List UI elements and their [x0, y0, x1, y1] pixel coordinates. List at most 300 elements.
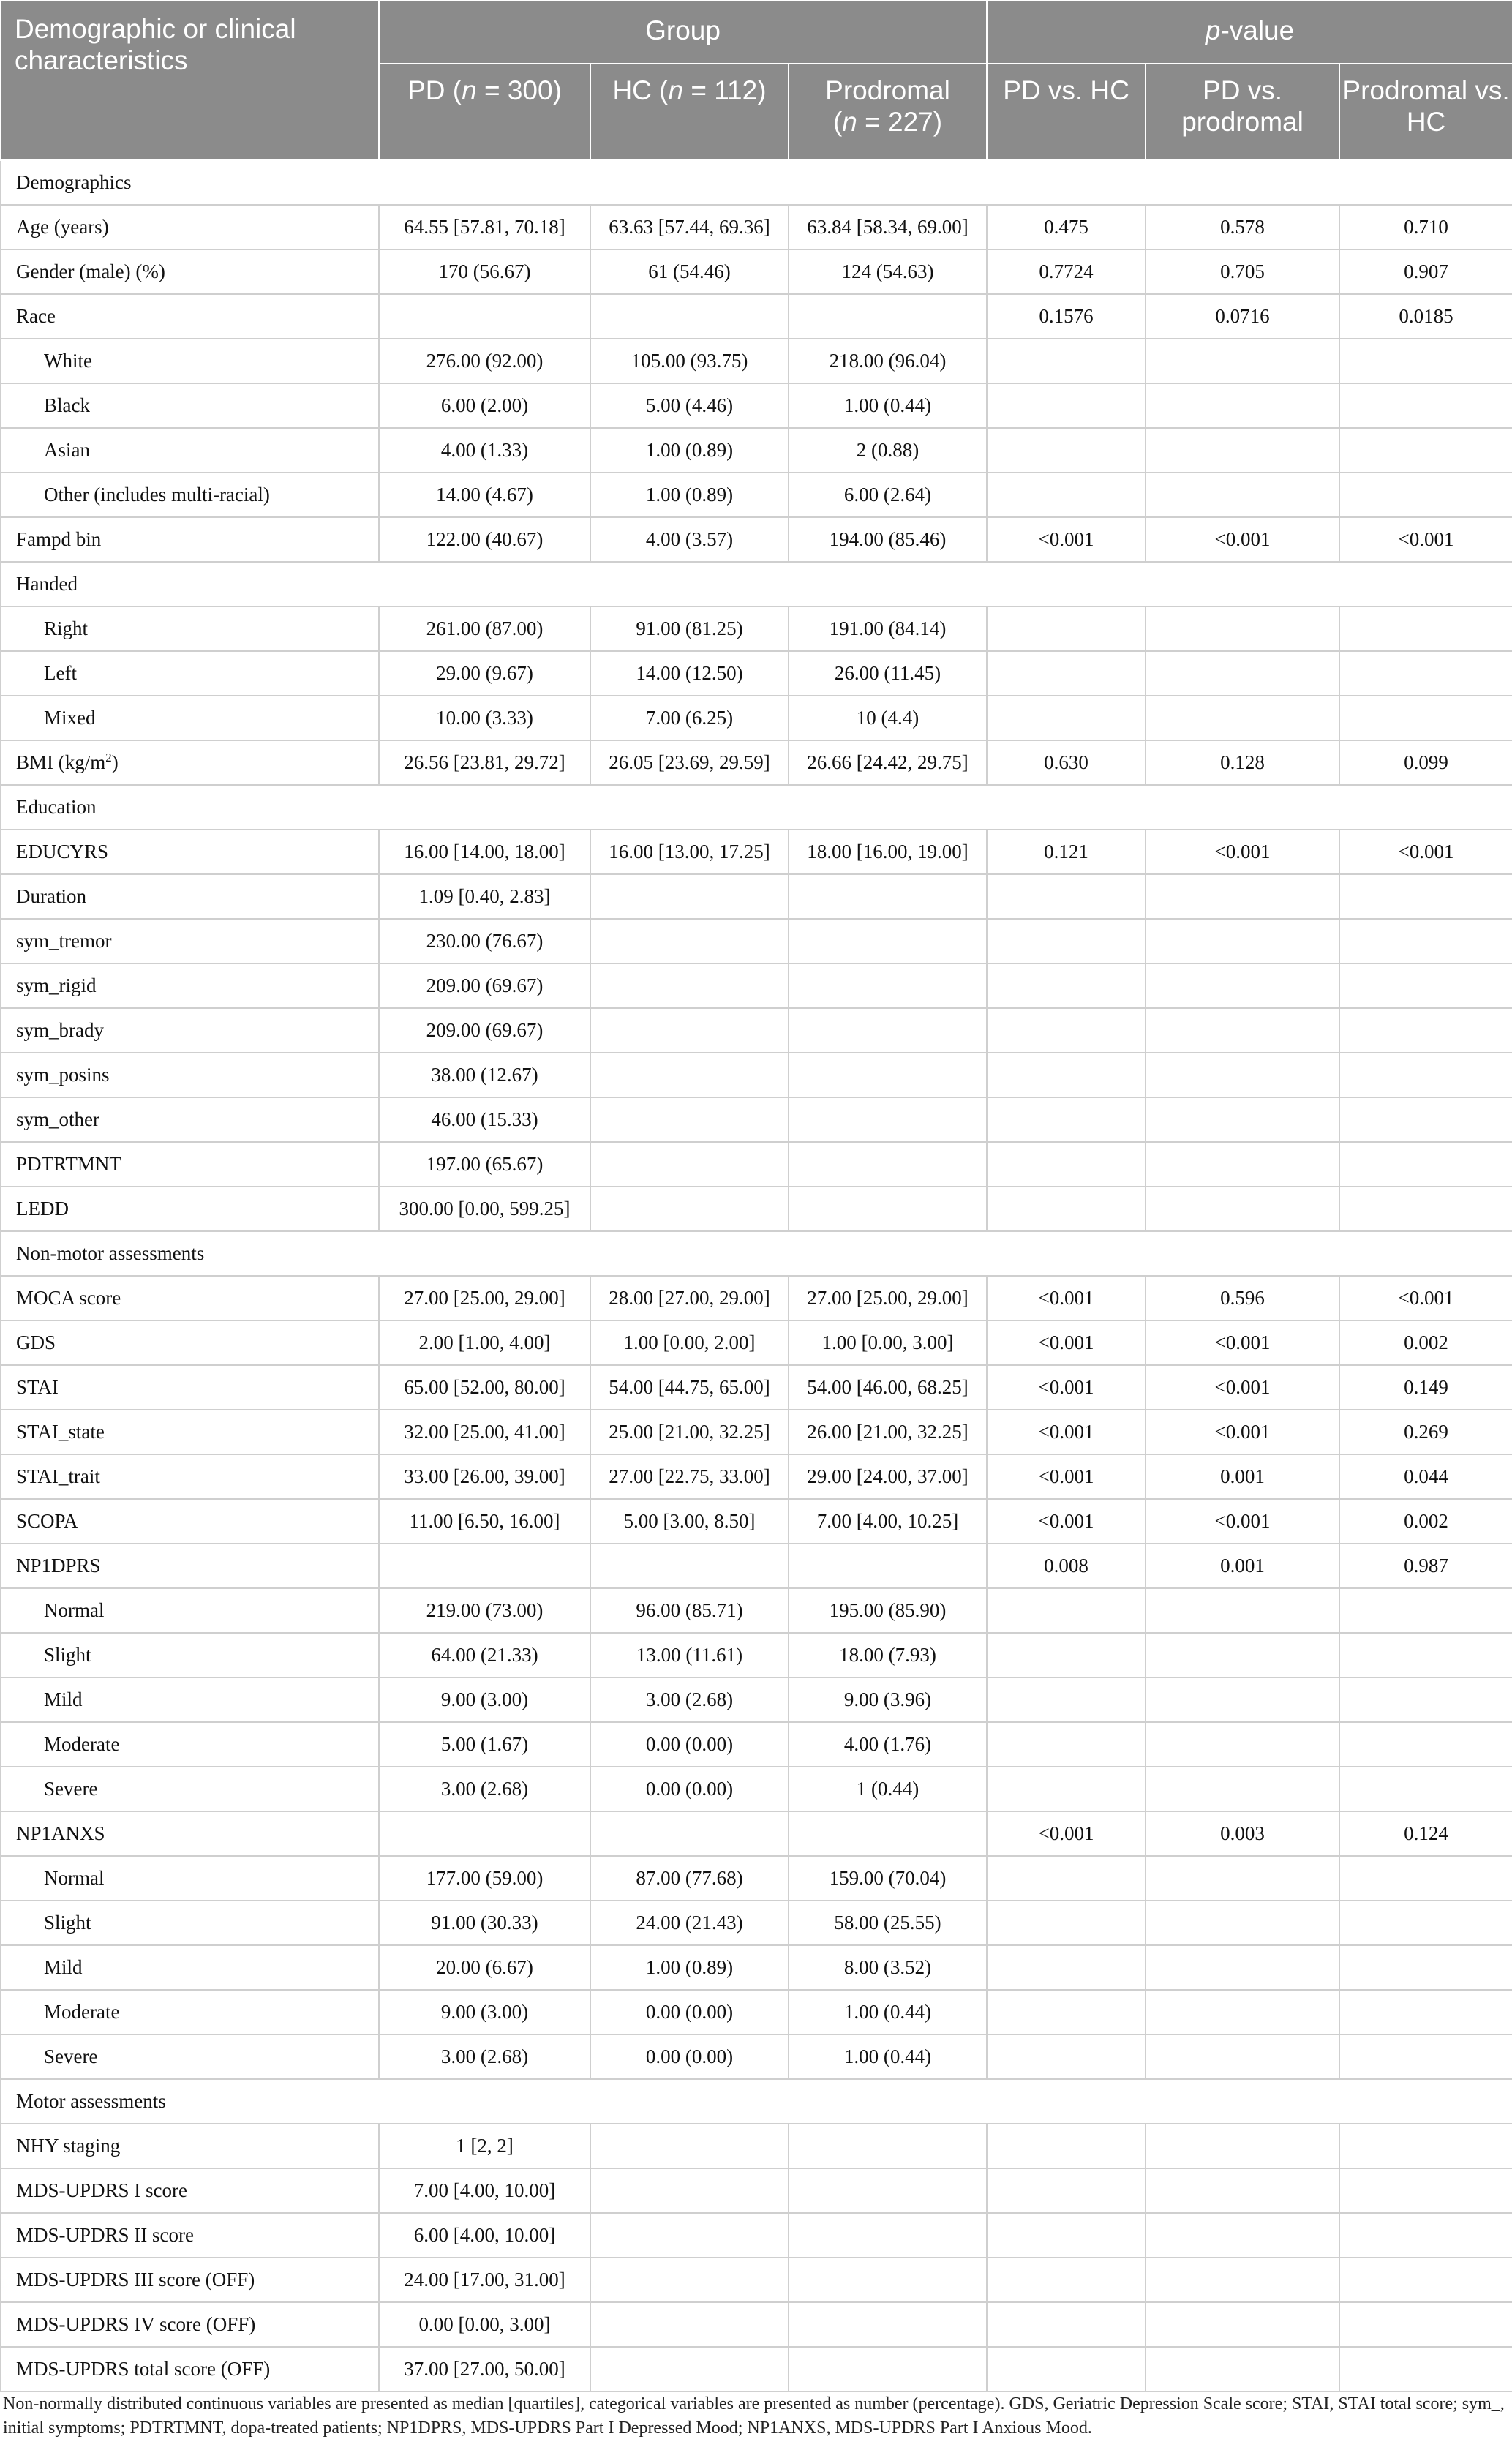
prodromal-value: 26.00 [21.00, 32.25] [789, 1410, 987, 1454]
prodromal-vs-hc-p [1339, 1990, 1512, 2034]
hc-value [590, 2302, 789, 2347]
pd-value: 20.00 (6.67) [379, 1945, 590, 1990]
pd-vs-hc-p [987, 473, 1146, 517]
prodromal-value [789, 2213, 987, 2258]
pd-vs-hc-p [987, 2168, 1146, 2213]
prodromal-vs-hc-p [1339, 919, 1512, 963]
pd-value: 122.00 (40.67) [379, 517, 590, 562]
prodromal-vs-hc-p [1339, 1097, 1512, 1142]
pd-vs-prodromal-p: 0.705 [1146, 249, 1339, 294]
pd-vs-prodromal-p: <0.001 [1146, 1499, 1339, 1544]
pd-value: 0.00 [0.00, 3.00] [379, 2302, 590, 2347]
table-row [1, 473, 1512, 517]
table-row [1, 1410, 1512, 1454]
table-row [1, 2302, 1512, 2347]
hc-value: 16.00 [13.00, 17.25] [590, 830, 789, 874]
pd-value: 4.00 (1.33) [379, 428, 590, 473]
pd-vs-prodromal-p [1146, 696, 1339, 740]
table-row [1, 919, 1512, 963]
row-label: Asian [1, 428, 379, 473]
hc-value: 3.00 (2.68) [590, 1677, 789, 1722]
pd-vs-hc-p: <0.001 [987, 1499, 1146, 1544]
row-label: sym_posins [1, 1053, 379, 1097]
pd-vs-hc-p [987, 1901, 1146, 1945]
table-row [1, 1544, 1512, 1588]
pd-vs-hc-p [987, 1633, 1146, 1677]
header-pvalue: p-value [987, 1, 1512, 64]
row-label: Severe [1, 1767, 379, 1811]
header-characteristics: Demographic or clinical characteristics [1, 1, 379, 160]
pd-vs-prodromal-p: <0.001 [1146, 1320, 1339, 1365]
pd-vs-prodromal-p [1146, 963, 1339, 1008]
pd-vs-prodromal-p: 0.001 [1146, 1454, 1339, 1499]
row-label: Mild [1, 1677, 379, 1722]
pd-vs-prodromal-p [1146, 1990, 1339, 2034]
table-row [1, 1499, 1512, 1544]
pd-vs-hc-p [987, 1677, 1146, 1722]
pd-vs-prodromal-p: 0.001 [1146, 1544, 1339, 1588]
table-row [1, 963, 1512, 1008]
row-label: Race [1, 294, 379, 339]
row-label: BMI $(kg/m^2)$ [1, 740, 379, 785]
prodromal-value: 6.00 (2.64) [789, 473, 987, 517]
pd-vs-prodromal-p: 0.578 [1146, 205, 1339, 249]
prodromal-value [789, 919, 987, 963]
row-label: GDS [1, 1320, 379, 1365]
pd-value: 177.00 (59.00) [379, 1856, 590, 1901]
pd-vs-hc-p [987, 1722, 1146, 1767]
header-pd-vs-prodromal: PD vs. prodromal [1146, 64, 1339, 160]
table-row [1, 1097, 1512, 1142]
prodromal-value [789, 2258, 987, 2302]
row-label: Age (years) [1, 205, 379, 249]
hc-value: 14.00 (12.50) [590, 651, 789, 696]
header-pd-vs-hc: PD vs. HC [987, 64, 1146, 160]
pd-value: 11.00 [6.50, 16.00] [379, 1499, 590, 1544]
section-label: Education [1, 785, 1512, 830]
pd-vs-hc-p [987, 2302, 1146, 2347]
pd-vs-prodromal-p [1146, 1187, 1339, 1231]
pd-vs-hc-p [987, 651, 1146, 696]
section-label: Non-motor assessments [1, 1231, 1512, 1276]
row-label: NHY staging [1, 2124, 379, 2168]
prodromal-vs-hc-p [1339, 428, 1512, 473]
table-row [1, 1142, 1512, 1187]
prodromal-vs-hc-p [1339, 1187, 1512, 1231]
hc-value [590, 2347, 789, 2391]
pd-vs-prodromal-p [1146, 2347, 1339, 2391]
row-label: Gender (male) (%) [1, 249, 379, 294]
prodromal-vs-hc-p [1339, 1945, 1512, 1990]
prodromal-value [789, 1008, 987, 1053]
table-row [1, 2034, 1512, 2079]
row-label: Severe [1, 2034, 379, 2079]
prodromal-value: 9.00 (3.96) [789, 1677, 987, 1722]
pd-vs-hc-p [987, 606, 1146, 651]
prodromal-vs-hc-p [1339, 874, 1512, 919]
prodromal-vs-hc-p [1339, 606, 1512, 651]
prodromal-value: 54.00 [46.00, 68.25] [789, 1365, 987, 1410]
hc-value: 1.00 (0.89) [590, 428, 789, 473]
hc-value [590, 874, 789, 919]
row-label: White [1, 339, 379, 383]
pd-value: 29.00 (9.67) [379, 651, 590, 696]
prodromal-value: 10 (4.4) [789, 696, 987, 740]
prodromal-vs-hc-p [1339, 2302, 1512, 2347]
pd-value: 10.00 (3.33) [379, 696, 590, 740]
pd-vs-prodromal-p [1146, 383, 1339, 428]
hc-value [590, 1187, 789, 1231]
hc-value: 13.00 (11.61) [590, 1633, 789, 1677]
prodromal-value: 2 (0.88) [789, 428, 987, 473]
pd-value [379, 1811, 590, 1856]
pd-value: 16.00 [14.00, 18.00] [379, 830, 590, 874]
row-label: sym_rigid [1, 963, 379, 1008]
table-row [1, 1365, 1512, 1410]
hc-value: 105.00 (93.75) [590, 339, 789, 383]
pd-vs-hc-p: 0.630 [987, 740, 1146, 785]
pd-vs-prodromal-p [1146, 2168, 1339, 2213]
prodromal-vs-hc-p: 0.710 [1339, 205, 1512, 249]
pd-value: 26.56 [23.81, 29.72] [379, 740, 590, 785]
hc-value: 0.00 (0.00) [590, 1722, 789, 1767]
pd-vs-hc-p [987, 1097, 1146, 1142]
pd-vs-hc-p [987, 874, 1146, 919]
prodromal-vs-hc-p [1339, 696, 1512, 740]
pd-value: 33.00 [26.00, 39.00] [379, 1454, 590, 1499]
pd-vs-hc-p: 0.7724 [987, 249, 1146, 294]
row-label: EDUCYRS [1, 830, 379, 874]
prodromal-vs-hc-p [1339, 963, 1512, 1008]
prodromal-value [789, 2168, 987, 2213]
header-group: Group [379, 1, 987, 64]
table-row [1, 1856, 1512, 1901]
table-footnote: Non-normally distributed continuous variables are presented as median [quartiles], categorical variables are presented as number (percentage). GDS, Geriatric Depression Scale score; STAI, STAI total score; sym_, initial symptoms; PDTRTMNT, dopa-treated patients; NP1DPRS, MDS-UPDRS Part I Depressed Mood; NP1ANXS, MDS-UPDRS Part I Anxious Mood. [3, 2394, 1505, 2438]
prodromal-vs-hc-p [1339, 651, 1512, 696]
prodromal-vs-hc-p [1339, 473, 1512, 517]
pd-vs-prodromal-p: <0.001 [1146, 517, 1339, 562]
hc-value [590, 1008, 789, 1053]
pd-value: 3.00 (2.68) [379, 2034, 590, 2079]
table-row [1, 517, 1512, 562]
pd-vs-prodromal-p [1146, 1722, 1339, 1767]
table-row [1, 1053, 1512, 1097]
pd-value: 300.00 [0.00, 599.25] [379, 1187, 590, 1231]
hc-value: 28.00 [27.00, 29.00] [590, 1276, 789, 1320]
row-label: sym_brady [1, 1008, 379, 1053]
table-row [1, 1588, 1512, 1633]
pd-value: 38.00 (12.67) [379, 1053, 590, 1097]
pd-vs-prodromal-p: <0.001 [1146, 830, 1339, 874]
hc-value [590, 2213, 789, 2258]
table-row [1, 651, 1512, 696]
table-row [1, 1990, 1512, 2034]
pd-vs-prodromal-p [1146, 919, 1339, 963]
pd-value: 24.00 [17.00, 31.00] [379, 2258, 590, 2302]
pd-vs-prodromal-p: 0.596 [1146, 1276, 1339, 1320]
row-label: STAI_state [1, 1410, 379, 1454]
table-row [1, 1320, 1512, 1365]
pd-vs-hc-p: <0.001 [987, 1811, 1146, 1856]
prodromal-vs-hc-p: 0.044 [1339, 1454, 1512, 1499]
row-label: Other (includes multi-racial) [1, 473, 379, 517]
prodromal-value: 218.00 (96.04) [789, 339, 987, 383]
row-label: Moderate [1, 1722, 379, 1767]
hc-value: 0.00 (0.00) [590, 1767, 789, 1811]
table-row [1, 606, 1512, 651]
prodromal-value: 27.00 [25.00, 29.00] [789, 1276, 987, 1320]
prodromal-value: 124 (54.63) [789, 249, 987, 294]
table-row [1, 1767, 1512, 1811]
prodromal-value: 1.00 (0.44) [789, 1990, 987, 2034]
pd-value: 2.00 [1.00, 4.00] [379, 1320, 590, 1365]
header-pd: PD (n = 300) [379, 64, 590, 160]
pd-value: 9.00 (3.00) [379, 1990, 590, 2034]
prodromal-vs-hc-p [1339, 1722, 1512, 1767]
hc-value: 87.00 (77.68) [590, 1856, 789, 1901]
row-label: Normal [1, 1588, 379, 1633]
table-row [1, 2258, 1512, 2302]
pd-value: 7.00 [4.00, 10.00] [379, 2168, 590, 2213]
pd-vs-hc-p [987, 428, 1146, 473]
pd-value: 197.00 (65.67) [379, 1142, 590, 1187]
pd-vs-prodromal-p [1146, 1633, 1339, 1677]
prodromal-value: 4.00 (1.76) [789, 1722, 987, 1767]
prodromal-value [789, 963, 987, 1008]
table-row [1, 2124, 1512, 2168]
pd-vs-prodromal-p [1146, 2213, 1339, 2258]
hc-value [590, 1544, 789, 1588]
hc-value: 4.00 (3.57) [590, 517, 789, 562]
row-label: Slight [1, 1901, 379, 1945]
pd-vs-prodromal-p: 0.128 [1146, 740, 1339, 785]
prodromal-value [789, 1544, 987, 1588]
pd-vs-prodromal-p [1146, 1677, 1339, 1722]
pd-vs-hc-p: 0.121 [987, 830, 1146, 874]
section-row [1, 2079, 1512, 2124]
row-label: STAI_trait [1, 1454, 379, 1499]
pd-value: 209.00 (69.67) [379, 963, 590, 1008]
table-row [1, 1276, 1512, 1320]
section-row [1, 562, 1512, 606]
hc-value [590, 2168, 789, 2213]
table-row [1, 1901, 1512, 1945]
pd-value: 46.00 (15.33) [379, 1097, 590, 1142]
hc-value: 1.00 (0.89) [590, 473, 789, 517]
table-row [1, 205, 1512, 249]
header-hc: HC (n = 112) [590, 64, 789, 160]
table-row [1, 874, 1512, 919]
pd-value: 6.00 (2.00) [379, 383, 590, 428]
pd-value: 5.00 (1.67) [379, 1722, 590, 1767]
pd-value: 14.00 (4.67) [379, 473, 590, 517]
table-body [1, 160, 1512, 2391]
hc-value: 26.05 [23.69, 29.59] [590, 740, 789, 785]
prodromal-value: 1 (0.44) [789, 1767, 987, 1811]
hc-value: 54.00 [44.75, 65.00] [590, 1365, 789, 1410]
prodromal-vs-hc-p: 0.099 [1339, 740, 1512, 785]
table-row [1, 2213, 1512, 2258]
pd-vs-prodromal-p [1146, 874, 1339, 919]
prodromal-value: 159.00 (70.04) [789, 1856, 987, 1901]
section-label: Demographics [1, 160, 1512, 205]
hc-value: 91.00 (81.25) [590, 606, 789, 651]
prodromal-vs-hc-p: 0.002 [1339, 1320, 1512, 1365]
prodromal-vs-hc-p: 0.149 [1339, 1365, 1512, 1410]
pd-vs-hc-p [987, 1767, 1146, 1811]
table-row [1, 1722, 1512, 1767]
prodromal-value: 29.00 [24.00, 37.00] [789, 1454, 987, 1499]
prodromal-value: 18.00 [16.00, 19.00] [789, 830, 987, 874]
table-row [1, 2347, 1512, 2391]
row-label: Mixed [1, 696, 379, 740]
prodromal-value [789, 2302, 987, 2347]
table-row [1, 1187, 1512, 1231]
row-label: Fampd bin [1, 517, 379, 562]
prodromal-value: 26.66 [24.42, 29.75] [789, 740, 987, 785]
table-row [1, 1454, 1512, 1499]
prodromal-value: 194.00 (85.46) [789, 517, 987, 562]
pd-vs-prodromal-p [1146, 2124, 1339, 2168]
pd-vs-hc-p: 0.1576 [987, 294, 1146, 339]
row-label: MDS-UPDRS I score [1, 2168, 379, 2213]
row-label: Left [1, 651, 379, 696]
pd-vs-hc-p: <0.001 [987, 1365, 1146, 1410]
prodromal-vs-hc-p [1339, 2124, 1512, 2168]
prodromal-vs-hc-p [1339, 1901, 1512, 1945]
prodromal-vs-hc-p [1339, 1142, 1512, 1187]
pd-vs-hc-p [987, 1142, 1146, 1187]
pd-vs-hc-p [987, 339, 1146, 383]
hc-value [590, 1142, 789, 1187]
section-label: Motor assessments [1, 2079, 1512, 2124]
table-row [1, 830, 1512, 874]
row-label: Normal [1, 1856, 379, 1901]
pd-value: 170 (56.67) [379, 249, 590, 294]
pd-vs-hc-p [987, 1008, 1146, 1053]
pd-vs-hc-p [987, 919, 1146, 963]
prodromal-value: 191.00 (84.14) [789, 606, 987, 651]
hc-value [590, 2124, 789, 2168]
hc-value [590, 1811, 789, 1856]
hc-value [590, 1053, 789, 1097]
pd-vs-hc-p: <0.001 [987, 1410, 1146, 1454]
table-row [1, 2168, 1512, 2213]
pd-vs-hc-p: <0.001 [987, 517, 1146, 562]
table-row [1, 1945, 1512, 1990]
prodromal-value: 18.00 (7.93) [789, 1633, 987, 1677]
pd-vs-hc-p: 0.475 [987, 205, 1146, 249]
row-label: PDTRTMNT [1, 1142, 379, 1187]
pd-vs-prodromal-p [1146, 473, 1339, 517]
hc-value [590, 2258, 789, 2302]
prodromal-vs-hc-p: 0.124 [1339, 1811, 1512, 1856]
pd-value: 91.00 (30.33) [379, 1901, 590, 1945]
pd-vs-prodromal-p [1146, 428, 1339, 473]
row-label: sym_other [1, 1097, 379, 1142]
table-row [1, 383, 1512, 428]
row-label: LEDD [1, 1187, 379, 1231]
pd-vs-hc-p [987, 1187, 1146, 1231]
prodromal-value: 63.84 [58.34, 69.00] [789, 205, 987, 249]
header-prodromal: Prodromal (n = 227) [789, 64, 987, 160]
prodromal-vs-hc-p: 0.002 [1339, 1499, 1512, 1544]
prodromal-vs-hc-p [1339, 1767, 1512, 1811]
pd-value: 230.00 (76.67) [379, 919, 590, 963]
table-row [1, 696, 1512, 740]
hc-value: 5.00 (4.46) [590, 383, 789, 428]
pd-value: 32.00 [25.00, 41.00] [379, 1410, 590, 1454]
section-row [1, 160, 1512, 205]
row-label: SCOPA [1, 1499, 379, 1544]
row-label: MDS-UPDRS IV score (OFF) [1, 2302, 379, 2347]
prodromal-vs-hc-p [1339, 1856, 1512, 1901]
pd-value: 9.00 (3.00) [379, 1677, 590, 1722]
pd-vs-hc-p: <0.001 [987, 1320, 1146, 1365]
hc-value: 7.00 (6.25) [590, 696, 789, 740]
prodromal-vs-hc-p [1339, 2034, 1512, 2079]
prodromal-value: 7.00 [4.00, 10.25] [789, 1499, 987, 1544]
pd-value: 1 [2, 2] [379, 2124, 590, 2168]
pd-vs-hc-p [987, 2347, 1146, 2391]
pd-vs-prodromal-p [1146, 2034, 1339, 2079]
pd-vs-prodromal-p [1146, 1053, 1339, 1097]
pd-vs-hc-p: 0.008 [987, 1544, 1146, 1588]
pd-value [379, 294, 590, 339]
table-row [1, 249, 1512, 294]
row-label: Slight [1, 1633, 379, 1677]
table-row [1, 1008, 1512, 1053]
table-row [1, 294, 1512, 339]
pd-vs-prodromal-p: <0.001 [1146, 1365, 1339, 1410]
pd-value: 3.00 (2.68) [379, 1767, 590, 1811]
pd-vs-hc-p [987, 1945, 1146, 1990]
prodromal-vs-hc-p [1339, 383, 1512, 428]
row-label: Moderate [1, 1990, 379, 2034]
pd-value: 209.00 (69.67) [379, 1008, 590, 1053]
prodromal-vs-hc-p [1339, 1633, 1512, 1677]
pd-value: 37.00 [27.00, 50.00] [379, 2347, 590, 2391]
pd-vs-prodromal-p [1146, 1856, 1339, 1901]
row-label: MDS-UPDRS total score (OFF) [1, 2347, 379, 2391]
pd-vs-prodromal-p [1146, 1142, 1339, 1187]
prodromal-value: 8.00 (3.52) [789, 1945, 987, 1990]
hc-value: 24.00 (21.43) [590, 1901, 789, 1945]
table-row [1, 1811, 1512, 1856]
hc-value: 27.00 [22.75, 33.00] [590, 1454, 789, 1499]
pd-value: 6.00 [4.00, 10.00] [379, 2213, 590, 2258]
row-label: MOCA score [1, 1276, 379, 1320]
pd-vs-prodromal-p [1146, 2302, 1339, 2347]
row-label: Right [1, 606, 379, 651]
prodromal-value [789, 2124, 987, 2168]
pd-vs-hc-p [987, 1856, 1146, 1901]
pd-vs-hc-p: <0.001 [987, 1454, 1146, 1499]
row-label: NP1ANXS [1, 1811, 379, 1856]
prodromal-value: 1.00 (0.44) [789, 2034, 987, 2079]
pd-vs-prodromal-p [1146, 1588, 1339, 1633]
prodromal-value [789, 874, 987, 919]
hc-value [590, 963, 789, 1008]
prodromal-value [789, 294, 987, 339]
hc-value: 61 (54.46) [590, 249, 789, 294]
prodromal-vs-hc-p: <0.001 [1339, 1276, 1512, 1320]
prodromal-vs-hc-p [1339, 2213, 1512, 2258]
prodromal-vs-hc-p [1339, 2347, 1512, 2391]
prodromal-vs-hc-p: <0.001 [1339, 517, 1512, 562]
pd-vs-hc-p: <0.001 [987, 1276, 1146, 1320]
pd-value: 261.00 (87.00) [379, 606, 590, 651]
